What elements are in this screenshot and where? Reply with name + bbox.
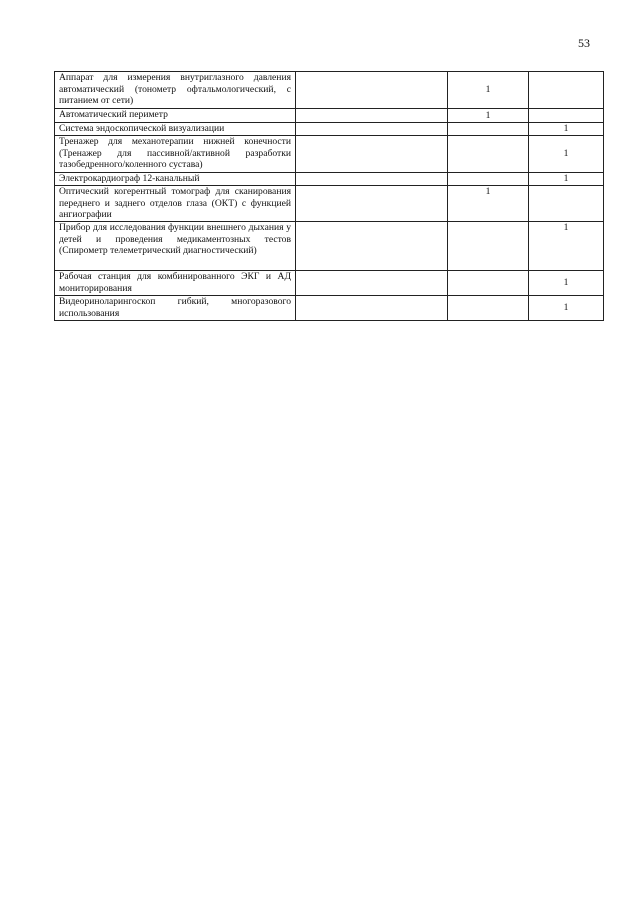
quantity-col-a <box>296 123 448 136</box>
quantity-col-c <box>529 109 604 123</box>
table-row <box>55 186 604 222</box>
quantity-col-b: 1 <box>448 186 529 222</box>
table-row <box>55 109 604 123</box>
equipment-name: Электрокардиограф 12-канальный <box>55 173 296 186</box>
page-number: 53 <box>578 36 590 50</box>
quantity-col-b <box>448 222 529 271</box>
equipment-name: Аппарат для измерения внутриглазного давления автоматический (тонометр офтальмологический, с питанием от сети) <box>55 72 296 109</box>
quantity-col-b <box>448 123 529 136</box>
quantity-col-c: 1 <box>529 271 604 296</box>
quantity-col-c <box>529 72 604 109</box>
equipment-name: Прибор для исследования функции внешнего дыхания у детей и проведения медикаментозных тестов (Спирометр телеметрический диагностический) <box>55 222 296 271</box>
quantity-col-b: 1 <box>448 109 529 123</box>
equipment-name: Автоматический периметр <box>55 109 296 123</box>
quantity-col-b <box>448 173 529 186</box>
table-row <box>55 123 604 136</box>
quantity-col-a <box>296 136 448 173</box>
table-row <box>55 173 604 186</box>
equipment-table <box>54 71 604 321</box>
quantity-col-c <box>529 186 604 222</box>
table-row <box>55 136 604 173</box>
equipment-name: Видеориноларингоскоп гибкий, многоразового использования <box>55 296 296 321</box>
quantity-col-a <box>296 109 448 123</box>
quantity-col-c: 1 <box>529 173 604 186</box>
equipment-name: Система эндоскопической визуализации <box>55 123 296 136</box>
quantity-col-a <box>296 271 448 296</box>
quantity-col-a <box>296 296 448 321</box>
equipment-name: Рабочая станция для комбинированного ЭКГ и АД мониторирования <box>55 271 296 296</box>
quantity-col-b: 1 <box>448 72 529 109</box>
quantity-col-c: 1 <box>529 123 604 136</box>
quantity-col-c: 1 <box>529 222 604 271</box>
quantity-col-a <box>296 72 448 109</box>
table-row <box>55 296 604 321</box>
table-row <box>55 222 604 271</box>
quantity-col-c: 1 <box>529 296 604 321</box>
quantity-col-a <box>296 222 448 271</box>
quantity-col-b <box>448 296 529 321</box>
equipment-name: Оптический когерентный томограф для сканирования переднего и заднего отделов глаза (ОКТ) с функцией ангиографии <box>55 186 296 222</box>
table-row <box>55 271 604 296</box>
quantity-col-b <box>448 136 529 173</box>
equipment-name: Тренажер для механотерапии нижней конечности (Тренажер для пассивной/активной разработки тазобедренного/коленного сустава) <box>55 136 296 173</box>
quantity-col-a <box>296 186 448 222</box>
quantity-col-b <box>448 271 529 296</box>
quantity-col-a <box>296 173 448 186</box>
quantity-col-c: 1 <box>529 136 604 173</box>
table-row <box>55 72 604 109</box>
